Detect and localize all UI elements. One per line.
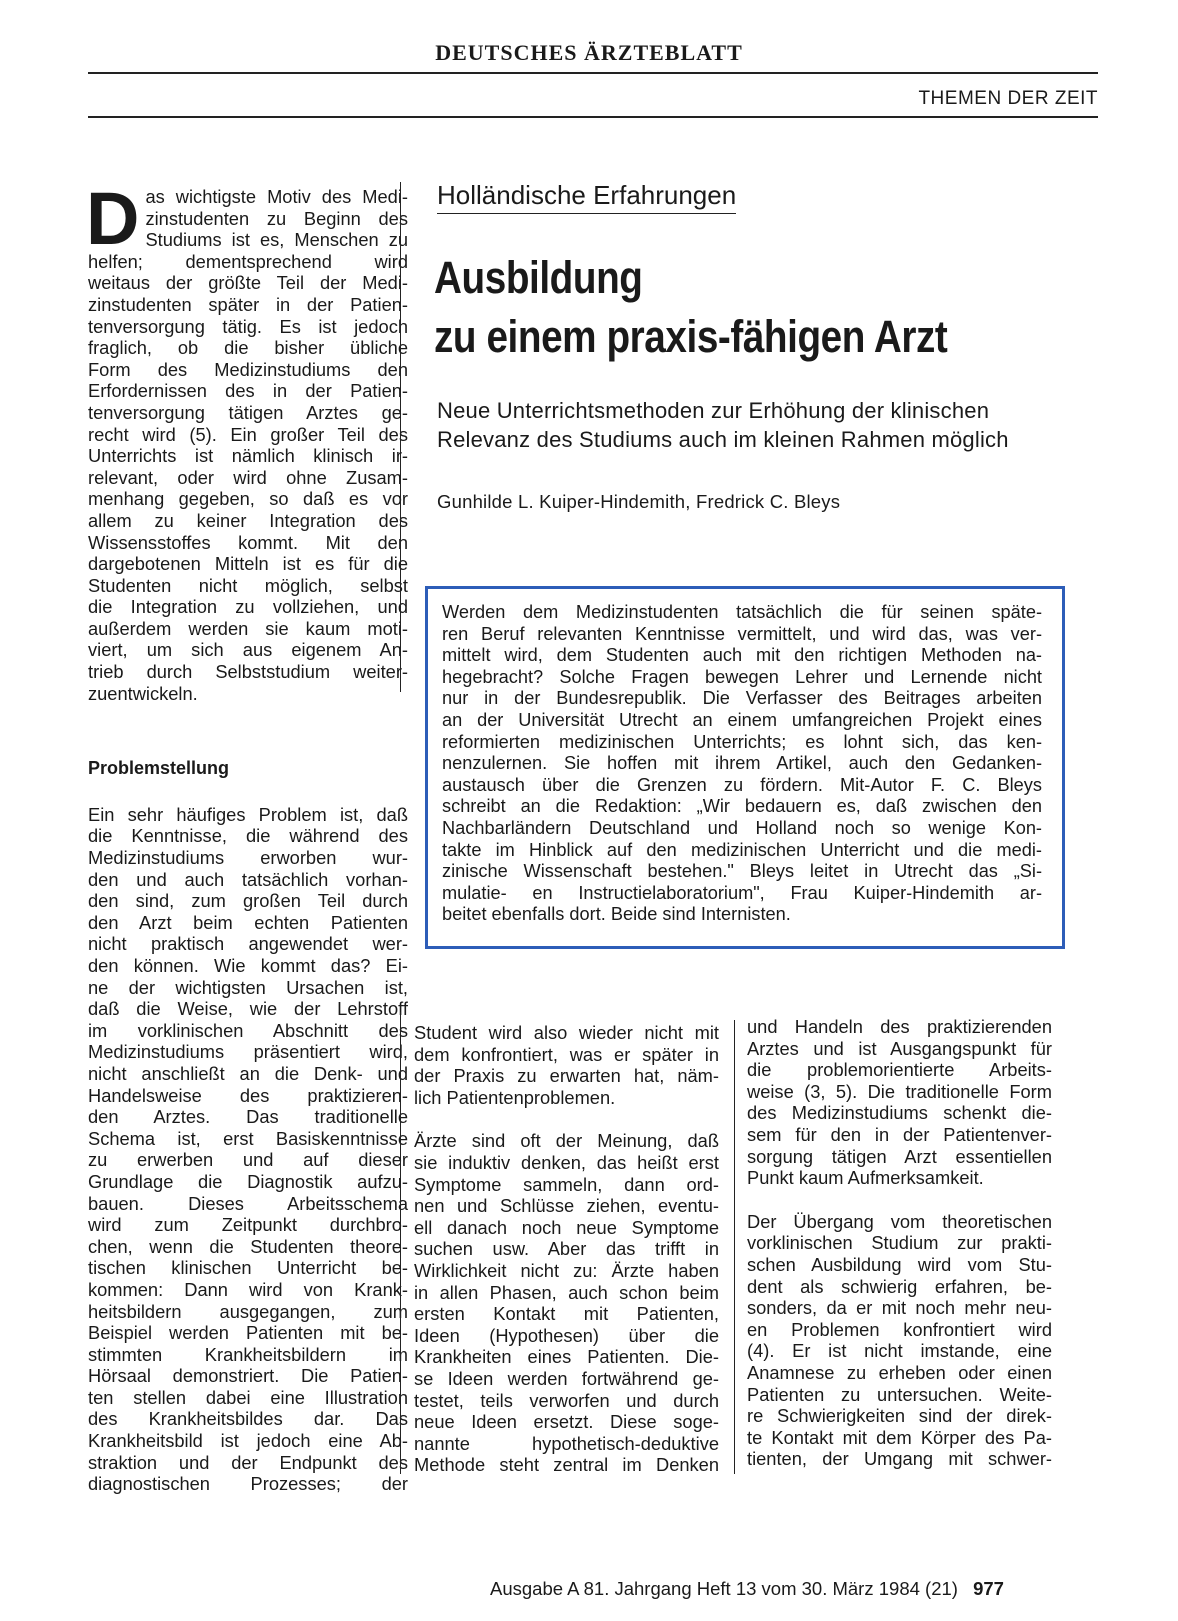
text-line: neue Ideen ersetzt. Diese soge-: [414, 1411, 719, 1433]
text-line: recht wird (5). Ein großer Teil des: [88, 423, 408, 445]
text-line: helfen; dementsprechend wird: [88, 250, 408, 272]
text-line: des Krankheitsbildes dar. Das: [88, 1408, 408, 1430]
text-line: Schema ist, erst Basiskenntnisse: [88, 1127, 408, 1149]
text-line: Grundlage die Diagnostik aufzu-: [88, 1170, 408, 1192]
text-line: re Schwierigkeiten sind der direk-: [747, 1405, 1052, 1427]
text-line: suchen usw. Aber das trifft in: [414, 1238, 719, 1260]
masthead-rule: [88, 72, 1098, 74]
text-line: takte im Hinblick auf den medizinischen Unterricht und die medi-: [442, 839, 1042, 860]
column-divider: [400, 182, 401, 692]
deck-line: Neue Unterrichtsmethoden zur Erhöhung der klinischen: [437, 398, 990, 423]
text-line: dent als schwierig erfahren, be-: [747, 1275, 1052, 1297]
text-line: Medizinstudiums präsentiert wird,: [88, 1041, 408, 1063]
text-line: Symptome sammeln, dann ord-: [414, 1173, 719, 1195]
article-authors: Gunhilde L. Kuiper-Hindemith, Fredrick C. Bleys: [437, 491, 841, 512]
text-line: tienten, der Umgang mit schwer-: [747, 1448, 1052, 1470]
text-line: nicht anschließt an die Denk- und: [88, 1062, 408, 1084]
text-line: nicht praktisch angewendet wer-: [88, 933, 408, 955]
left-column: [86, 177, 408, 1517]
text-line: stimmten Krankheitsbildern im: [88, 1343, 408, 1365]
text-line: Krankheiten eines Patienten. Die-: [414, 1346, 719, 1368]
text-line: (4). Er ist nicht imstande, eine: [747, 1340, 1052, 1362]
text-line: vorklinischen Studium zur prakti-: [747, 1232, 1052, 1254]
text-line: Krankheitsbild ist jedoch eine Ab-: [88, 1430, 408, 1452]
text-line: und Handeln des praktizierenden: [747, 1016, 1052, 1037]
text-line: des Medizinstudiums schenkt die-: [747, 1102, 1052, 1124]
text-line: Methode steht zentral im Denken: [414, 1454, 719, 1476]
text-line: nannte hypothetisch-deduktive: [414, 1432, 719, 1454]
text-line: an der Universität Utrecht an einem umfangreichen Projekt eines: [442, 709, 1042, 730]
text-line: ersten Kontakt mit Patienten,: [414, 1303, 719, 1325]
text-line: ell danach noch neue Symptome: [414, 1216, 719, 1238]
article-deck: [437, 396, 1097, 454]
text-line: schen Ausbildung wird vom Stu-: [747, 1253, 1052, 1275]
text-line: kommen: Dann wird von Krank-: [88, 1278, 408, 1300]
text-line: zinische Wissenschaft bestehen." Bleys leitet in Utrecht das „Si-: [442, 861, 1042, 882]
problem-paragraph: [88, 804, 408, 1495]
text-line: mittelt wird, dem Studenten auch mit den richtigen Methoden na-: [442, 645, 1042, 666]
subheading-problemstellung: Problemstellung: [88, 758, 230, 779]
text-line: zinstudenten zu Beginn des: [145, 207, 408, 229]
middle-column: [414, 1022, 719, 1498]
text-line: sorgung tätigen Arzt essentiellen: [747, 1145, 1052, 1167]
text-line: Ein sehr häufiges Problem ist, daß: [88, 803, 408, 825]
text-line: allem zu keiner Integration des: [88, 509, 408, 531]
article-headline: [434, 248, 1002, 366]
text-line: nenzulernen. Sie hoffen mit ihrem Artikel, auch den Gedanken-: [442, 753, 1042, 774]
headline-line: Ausbildung: [434, 252, 643, 303]
text-line: bauen. Dieses Arbeitsschema: [88, 1192, 408, 1214]
text-line: Handelsweise des praktizieren-: [88, 1084, 408, 1106]
text-line: viert, um sich aus eigenem An-: [88, 639, 408, 661]
text-line: die Kenntnisse, die während des: [88, 825, 408, 847]
text-line: Werden dem Medizinstudenten tatsächlich die für seinen späte-: [442, 602, 1042, 622]
abstract-text: [442, 602, 1042, 926]
text-line: Erfordernissen des in der Patien-: [88, 380, 408, 402]
text-line: weise (3, 5). Die traditionelle Form: [747, 1080, 1052, 1102]
text-line: den sind, zum großen Teil durch: [88, 890, 408, 912]
text-line: der Praxis zu erwarten hat, näm-: [414, 1065, 719, 1087]
text-line: nur in der Bundesrepublik. Die Verfasser des Beitrages arbeiten: [442, 688, 1042, 709]
text-line: außerdem werden sie kaum moti-: [88, 617, 408, 639]
page-number: 977: [973, 1578, 1004, 1599]
section-rule: [88, 116, 1098, 118]
text-line: fraglich, ob die bisher übliche: [88, 337, 408, 359]
deck-line: Relevanz des Studiums auch im kleinen Rahmen möglich: [437, 427, 1009, 452]
text-line: Studenten nicht möglich, selbst: [88, 574, 408, 596]
column-divider: [734, 1020, 735, 1474]
text-line: menhang gegeben, so daß es vor: [88, 488, 408, 510]
text-line: zuentwickeln.: [88, 682, 198, 704]
text-line: se Ideen werden fortwährend ge-: [414, 1367, 719, 1389]
text-line: Ideen (Hypothesen) über die: [414, 1324, 719, 1346]
text-line: Wissensstoffes kommt. Mit den: [88, 531, 408, 553]
text-line: tenversorgung tätig. Es ist jedoch: [88, 315, 408, 337]
text-line: Wirklichkeit nicht zu: Ärzte haben: [414, 1259, 719, 1281]
text-line: in allen Phasen, auch schon beim: [414, 1281, 719, 1303]
text-line: den Arztes. Das traditionelle: [88, 1106, 408, 1128]
page-footer: [490, 1578, 1004, 1600]
text-line: austausch über die Grenzen zu fördern. Mit-Autor F. C. Bleys: [442, 774, 1042, 795]
text-line: Der Übergang vom theoretischen: [747, 1210, 1052, 1232]
text-line: nen und Schlüsse ziehen, eventu-: [414, 1195, 719, 1217]
text-line: Medizinstudiums erworben wur-: [88, 847, 408, 869]
text-line: dem konfrontiert, was er später in: [414, 1043, 719, 1065]
text-line: daß die Weise, wie der Lehrstoff: [88, 998, 408, 1020]
text-line: zinstudenten später in der Patien-: [88, 293, 408, 315]
text-line: weitaus der größte Teil der Medi-: [88, 272, 408, 294]
footer-edition: Ausgabe A 81. Jahrgang Heft 13 vom 30. März 1984 (21): [490, 1578, 958, 1599]
middle-paragraph-1: [414, 1022, 719, 1108]
text-line: ren Beruf relevanten Kenntnisse vermittelt, und wird das, was ver-: [442, 623, 1042, 644]
text-line: en Problemen konfrontiert wird: [747, 1318, 1052, 1340]
section-label: THEMEN DER ZEIT: [918, 88, 1098, 109]
text-line: Patienten zu untersuchen. Weite-: [747, 1383, 1052, 1405]
text-line: Nachbarländern Deutschland und Holland noch so wenige Kon-: [442, 817, 1042, 838]
text-line: diagnostischen Prozesses; der: [88, 1473, 408, 1495]
text-line: den und auch tatsächlich vorhan-: [88, 868, 408, 890]
text-line: ne der wichtigsten Ursachen ist,: [88, 976, 408, 998]
intro-paragraph: [86, 177, 408, 704]
right-paragraph-2: [747, 1211, 1052, 1470]
text-line: tenversorgung tätigen Arztes ge-: [88, 401, 408, 423]
text-line: im vorklinischen Abschnitt des: [88, 1019, 408, 1041]
right-paragraph-1: [747, 1016, 1052, 1189]
text-line: beitet ebenfalls dort. Beide sind Internisten.: [442, 904, 791, 925]
text-line: Anamnese zu erheben oder einen: [747, 1361, 1052, 1383]
text-line: te Kontakt mit dem Körper des Pa-: [747, 1426, 1052, 1448]
text-line: straktion und der Endpunkt des: [88, 1451, 408, 1473]
text-line: hegebracht? Solche Fragen bewegen Lehrer und Lernende nicht: [442, 666, 1042, 687]
middle-paragraph-2: [414, 1130, 719, 1476]
text-line: dargebotenen Mitteln ist es für die: [88, 553, 408, 575]
text-line: Form des Medizinstudiums den: [88, 358, 408, 380]
text-line: heitsbildern ausgegangen, zum: [88, 1300, 408, 1322]
text-line: Punkt kaum Aufmerksamkeit.: [747, 1167, 984, 1189]
text-line: trieb durch Selbststudium weiter-: [88, 661, 408, 683]
text-line: Beispiel werden Patienten mit be-: [88, 1322, 408, 1344]
text-line: ten stellen dabei eine Illustration: [88, 1386, 408, 1408]
text-line: sonders, da er mit noch mehr neu-: [747, 1297, 1052, 1319]
text-line: Student wird also wieder nicht mit: [414, 1022, 719, 1043]
article-kicker: Holländische Erfahrungen: [437, 180, 736, 214]
text-line: Ärzte sind oft der Meinung, daß: [414, 1130, 719, 1152]
text-line: testet, teils verworfen und durch: [414, 1389, 719, 1411]
text-line: reformierten medizinischen Unterrichts; es lohnt sich, das ken-: [442, 731, 1042, 752]
text-line: die Integration zu vollziehen, und: [88, 596, 408, 618]
text-line: Studiums ist es, Menschen zu: [145, 229, 408, 251]
text-line: sie induktiv denken, das heißt erst: [414, 1151, 719, 1173]
text-line: schreibt an die Redaktion: „Wir bedauern es, daß zwischen den: [442, 796, 1042, 817]
text-line: den können. Wie kommt das? Ei-: [88, 955, 408, 976]
text-line: wird zum Zeitpunkt durchbro-: [88, 1214, 408, 1236]
text-line: Unterrichts ist nämlich klinisch ir-: [88, 445, 408, 467]
text-line: Hörsaal demonstriert. Die Patien-: [88, 1365, 408, 1387]
text-line: zu erwerben und auf dieser: [88, 1149, 408, 1171]
text-line: as wichtigste Motiv des Medi-: [145, 186, 408, 207]
text-line: lich Patientenproblemen.: [414, 1086, 616, 1108]
text-line: mulatie- en Instructielaboratorium", Frau Kuiper-Hindemith ar-: [442, 882, 1042, 903]
text-line: Arztes und ist Ausgangspunkt für: [747, 1037, 1052, 1059]
text-line: die problemorientierte Arbeits-: [747, 1059, 1052, 1081]
text-line: den Arzt beim echten Patienten: [88, 911, 408, 933]
text-line: chen, wenn die Studenten theore-: [88, 1235, 408, 1257]
drop-cap: D: [86, 177, 140, 260]
text-line: tischen klinischen Unterricht be-: [88, 1257, 408, 1279]
right-column: [747, 1016, 1052, 1492]
headline-line: zu einem praxis-fähigen Arzt: [434, 311, 948, 362]
text-line: sem für den in der Patientenver-: [747, 1123, 1052, 1145]
text-line: relevant, oder wird ohne Zusam-: [88, 466, 408, 488]
journal-masthead: DEUTSCHES ÄRZTEBLATT: [435, 40, 743, 65]
column-divider: [400, 1012, 401, 1474]
